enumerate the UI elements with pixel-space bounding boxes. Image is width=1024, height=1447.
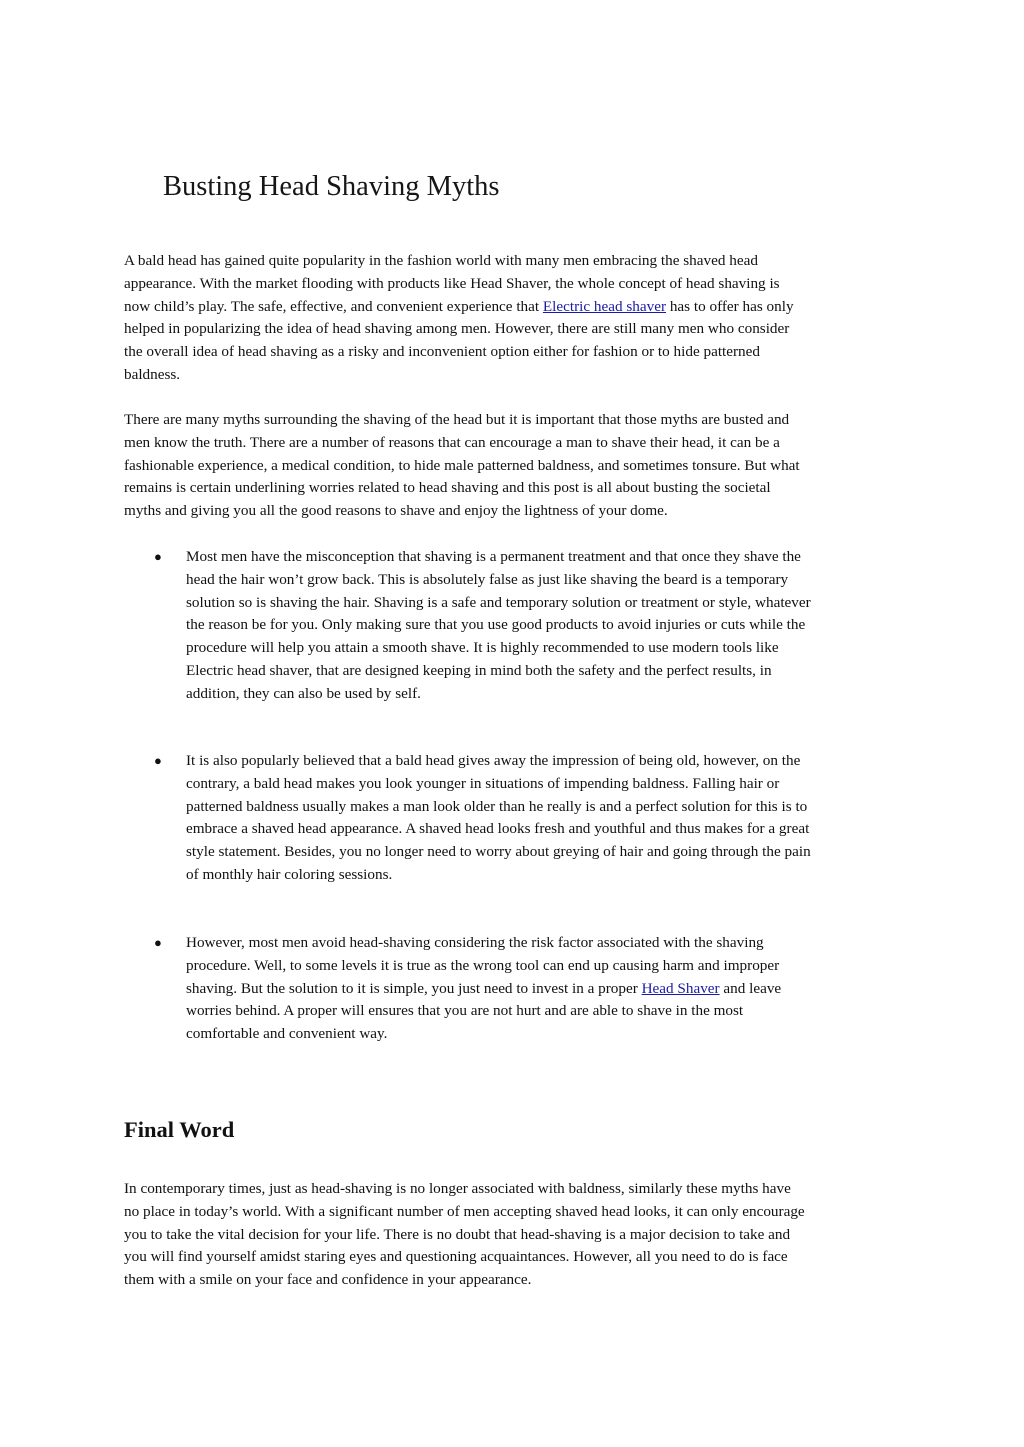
myths-line-5: myths and giving you all the good reasons to shave and enjoy the lightness of your dome. xyxy=(124,502,668,520)
intro-line-2: appearance. With the market flooding with products like Head Shaver, the whole concept of head shaving is xyxy=(124,274,780,292)
bullet-text xyxy=(186,932,914,1046)
bullet-icon: ● xyxy=(154,935,162,950)
document-title: Busting Head Shaving Myths xyxy=(163,171,500,202)
bullet-2-line-1: It is also popularly believed that a bald head gives away the impression of being old, however, on the xyxy=(186,752,801,769)
myths-line-2: men know the truth. There are a number of reasons that can encourage a man to shave their head, it can be a xyxy=(124,433,780,451)
myths-paragraph xyxy=(124,409,914,523)
intro-line-3-after: has to offer has only xyxy=(666,297,794,315)
final-line-5: them with a smile on your face and confidence in your appearance. xyxy=(124,1271,532,1289)
intro-line-5: the overall idea of head shaving as a risky and inconvenient option either for fashion or to hide patterned xyxy=(124,343,760,361)
final-line-3: you to take the vital decision for your life. There is no doubt that head-shaving is a major decision to take and xyxy=(124,1225,791,1243)
bullet-3-line-2: procedure. Well, to some levels it is true as the wrong tool can end up causing harm and improper xyxy=(186,956,780,974)
electric-head-shaver-link[interactable]: Electric head shaver xyxy=(542,297,667,315)
intro-line-3-before: now child’s play. The safe, effective, and convenient experience that xyxy=(124,297,543,315)
bullet-1-line-2: head the hair won’t grow back. This is absolutely false as just like shaving the beard is a temporary xyxy=(186,570,789,588)
myths-line-4: remains is certain underlining worries related to head shaving and this post is all about busting the societal xyxy=(124,479,771,497)
bullet-icon: ● xyxy=(154,753,162,768)
bullet-1-line-1: Most men have the misconception that shaving is a permanent treatment and that once they shave the xyxy=(186,548,801,565)
myths-line-1: There are many myths surrounding the shaving of the head but it is important that those myths are busted and xyxy=(124,411,790,428)
bullet-2-line-6: of monthly hair coloring sessions. xyxy=(186,865,393,883)
bullet-1-line-7: addition, they can also be used by self. xyxy=(186,684,421,702)
bullet-text xyxy=(186,750,914,887)
bullet-1-line-6: Electric head shaver, that are designed keeping in mind both the safety and the perfect results, in xyxy=(186,661,772,679)
bullet-icon: ● xyxy=(154,549,162,564)
bullet-2-line-2: contrary, a bald head makes you look younger in situations of impending baldness. Falling hair or xyxy=(186,774,780,792)
intro-line-3 xyxy=(124,296,914,319)
bullet-2-line-3: patterned baldness usually makes a man look older than he really is and a perfect solution for this is to xyxy=(186,797,808,815)
bullet-3-line-1: However, most men avoid head-shaving considering the risk factor associated with the shaving xyxy=(186,934,764,951)
intro-line-1: A bald head has gained quite popularity in the fashion world with many men embracing the shaved head xyxy=(124,252,758,269)
bullet-1-line-4: the reason be for you. Only making sure that you use good products to avoid injuries or cuts while the xyxy=(186,616,806,634)
bullet-3-line-4: worries behind. A proper will ensures that you are not hurt and are able to shave in the most xyxy=(186,1002,744,1020)
intro-line-4: helped in popularizing the idea of head shaving among men. However, there are still many men who consider xyxy=(124,320,790,338)
intro-line-6: baldness. xyxy=(124,365,181,383)
bullet-3-line-3-after: and leave xyxy=(719,979,782,997)
bullet-1-line-5: procedure will help you attain a smooth shave. It is highly recommended to use modern tools like xyxy=(186,639,779,657)
bullet-3-line-3 xyxy=(186,978,914,1001)
bullet-2-line-4: embrace a shaved head appearance. A shaved head looks fresh and youthful and thus makes for a great xyxy=(186,820,810,838)
bullet-text xyxy=(186,546,914,706)
final-line-4: you will find yourself amidst staring eyes and questioning acquaintances. However, all you need to do is face xyxy=(124,1248,788,1266)
final-line-2: no place in today’s world. With a significant number of men accepting shaved head looks, it can only encourage xyxy=(124,1202,805,1220)
myths-line-3: fashionable experience, a medical condition, to hide male patterned baldness, and sometimes tonsure. But what xyxy=(124,456,800,474)
final-line-1: In contemporary times, just as head-shaving is no longer associated with baldness, similarly these myths have xyxy=(124,1180,791,1197)
bullet-2-line-5: style statement. Besides, you no longer need to worry about greying of hair and going through the pain xyxy=(186,843,811,861)
final-paragraph xyxy=(124,1178,914,1292)
bullet-1-line-3: solution so is shaving the hair. Shaving is a safe and temporary solution or treatment or style, whatever xyxy=(186,593,811,611)
head-shaver-link[interactable]: Head Shaver xyxy=(641,979,720,997)
intro-paragraph xyxy=(124,250,914,387)
final-word-heading: Final Word xyxy=(124,1117,235,1142)
bullet-3-line-3-before: shaving. But the solution to it is simple, you just need to invest in a proper xyxy=(186,979,642,997)
bullet-3-line-5: comfortable and convenient way. xyxy=(186,1025,388,1043)
